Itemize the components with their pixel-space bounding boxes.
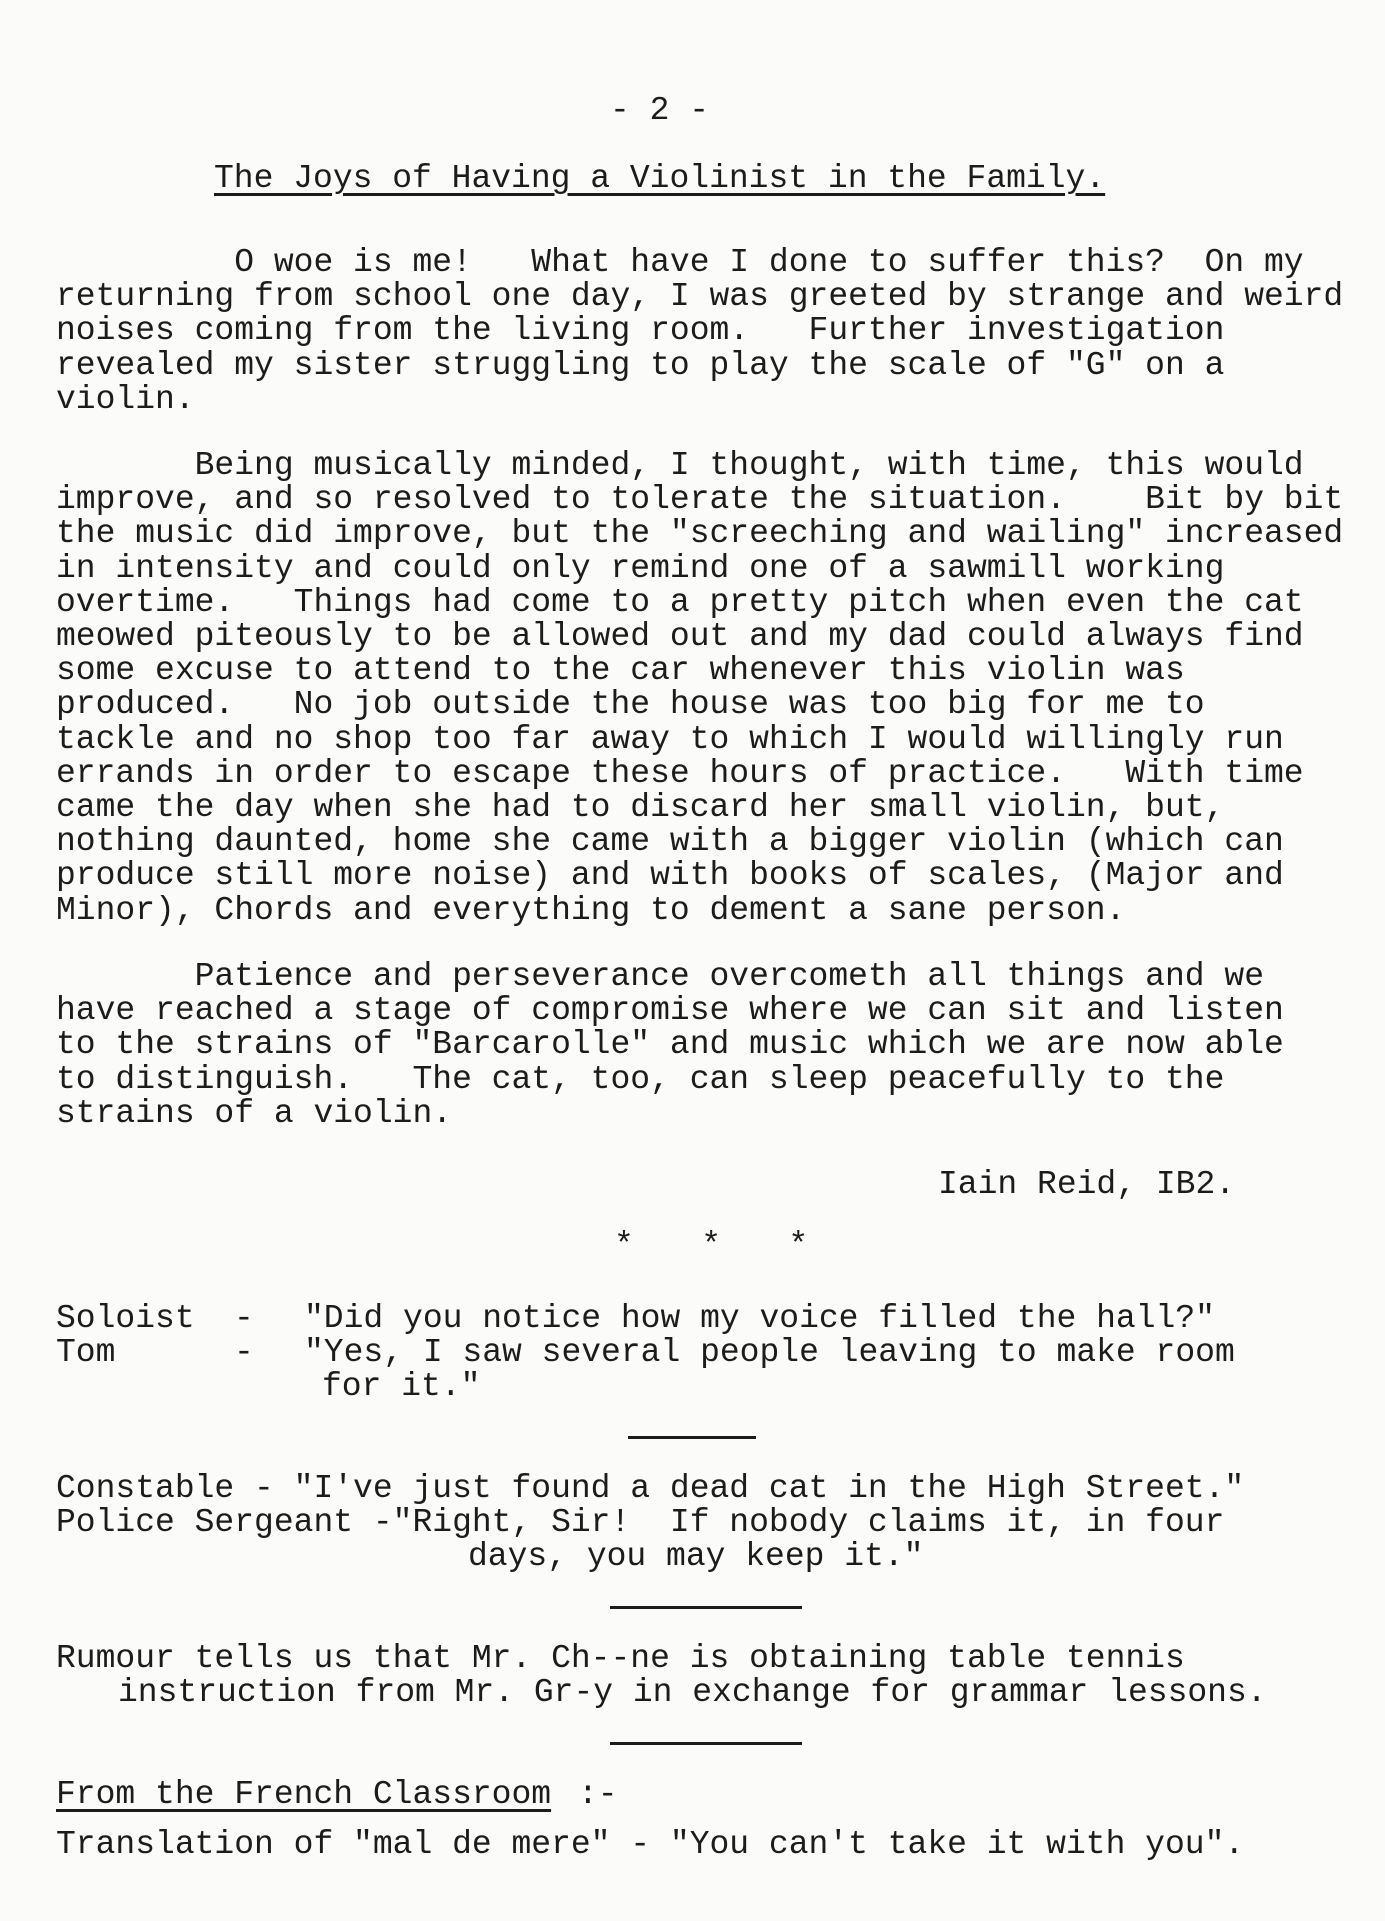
divider-rule: [610, 1606, 802, 1609]
text-line: produce still more noise) and with books of scales, (Major and: [56, 857, 1284, 895]
dash: -: [234, 1334, 254, 1371]
rumour-line: Rumour tells us that Mr. Ch--ne is obtaining table tennis: [56, 1640, 1185, 1677]
text-line: produced. No job outside the house was too big for me to: [56, 686, 1205, 724]
paragraph-3: [56, 960, 1284, 1131]
text-line: strains of a violin.: [56, 1094, 453, 1132]
heading-suffix: :-: [578, 1776, 618, 1813]
quote-text: "Did you notice how my voice filled the hall?": [304, 1300, 1215, 1337]
joke-sergeant-line: Police Sergeant -"Right, Sir! If nobody claims it, in four: [56, 1504, 1225, 1541]
text-line: errands in order to escape these hours of practice. With time: [56, 754, 1304, 792]
speaker-label: Soloist: [56, 1300, 195, 1337]
text-line: have reached a stage of compromise where we can sit and listen: [56, 992, 1284, 1030]
separator-stars: * * *: [614, 1227, 811, 1264]
quote-text: "Yes, I saw several people leaving to make room: [304, 1334, 1235, 1371]
text-line: some excuse to attend to the car whenever this violin was: [56, 652, 1185, 690]
translation-line: Translation of "mal de mere" - "You can't take it with you".: [56, 1826, 1245, 1863]
divider-rule: [610, 1742, 802, 1745]
speaker-label: Tom: [56, 1334, 116, 1371]
divider-rule: [628, 1436, 756, 1439]
text-line: noises coming from the living room. Further investigation: [56, 312, 1225, 350]
paragraph-2: [56, 449, 1343, 928]
text-line: returning from school one day, I was greeted by strange and weird: [56, 278, 1344, 316]
text-line: O woe is me! What have I done to suffer this? On my: [56, 244, 1304, 281]
text-line: the music did improve, but the "screeching and wailing" increased: [56, 515, 1344, 553]
text-line: to the strains of "Barcarolle" and music which we are now able: [56, 1026, 1284, 1064]
text-line: Being musically minded, I thought, with time, this would: [56, 447, 1304, 484]
dash: -: [234, 1300, 254, 1337]
text-line: Minor), Chords and everything to dement a sane person.: [56, 891, 1126, 929]
text-line: meowed piteously to be allowed out and my dad could always find: [56, 618, 1304, 656]
quote-text: for it.": [322, 1368, 481, 1405]
rumour-continuation: instruction from Mr. Gr-y in exchange for grammar lessons.: [118, 1674, 1267, 1711]
text-line: to distinguish. The cat, too, can sleep peacefully to the: [56, 1060, 1225, 1098]
text-line: tackle and no shop too far away to which I would willingly run: [56, 720, 1284, 758]
article-title: The Joys of Having a Violinist in the Family.: [214, 160, 1106, 197]
joke-sergeant-continuation: days, you may keep it.": [468, 1538, 924, 1575]
text-line: came the day when she had to discard her small violin, but,: [56, 789, 1225, 827]
joke-constable-line: Constable - "I've just found a dead cat in the High Street.": [56, 1470, 1245, 1507]
text-line: violin.: [56, 380, 195, 418]
text-line: overtime. Things had come to a pretty pitch when even the cat: [56, 583, 1304, 621]
page-number: - 2 -: [610, 92, 710, 129]
text-line: revealed my sister struggling to play the scale of "G" on a: [56, 346, 1225, 384]
paragraph-1: [56, 246, 1343, 417]
heading-text: From the French Classroom: [56, 1776, 552, 1813]
author-signature: Iain Reid, IB2.: [938, 1166, 1236, 1203]
french-classroom-heading: [56, 1776, 551, 1813]
text-line: in intensity and could only remind one of a sawmill working: [56, 549, 1225, 587]
text-line: Patience and perseverance overcometh all things and we: [56, 958, 1264, 995]
text-line: nothing daunted, home she came with a bigger violin (which can: [56, 823, 1284, 861]
text-line: improve, and so resolved to tolerate the situation. Bit by bit: [56, 481, 1344, 519]
